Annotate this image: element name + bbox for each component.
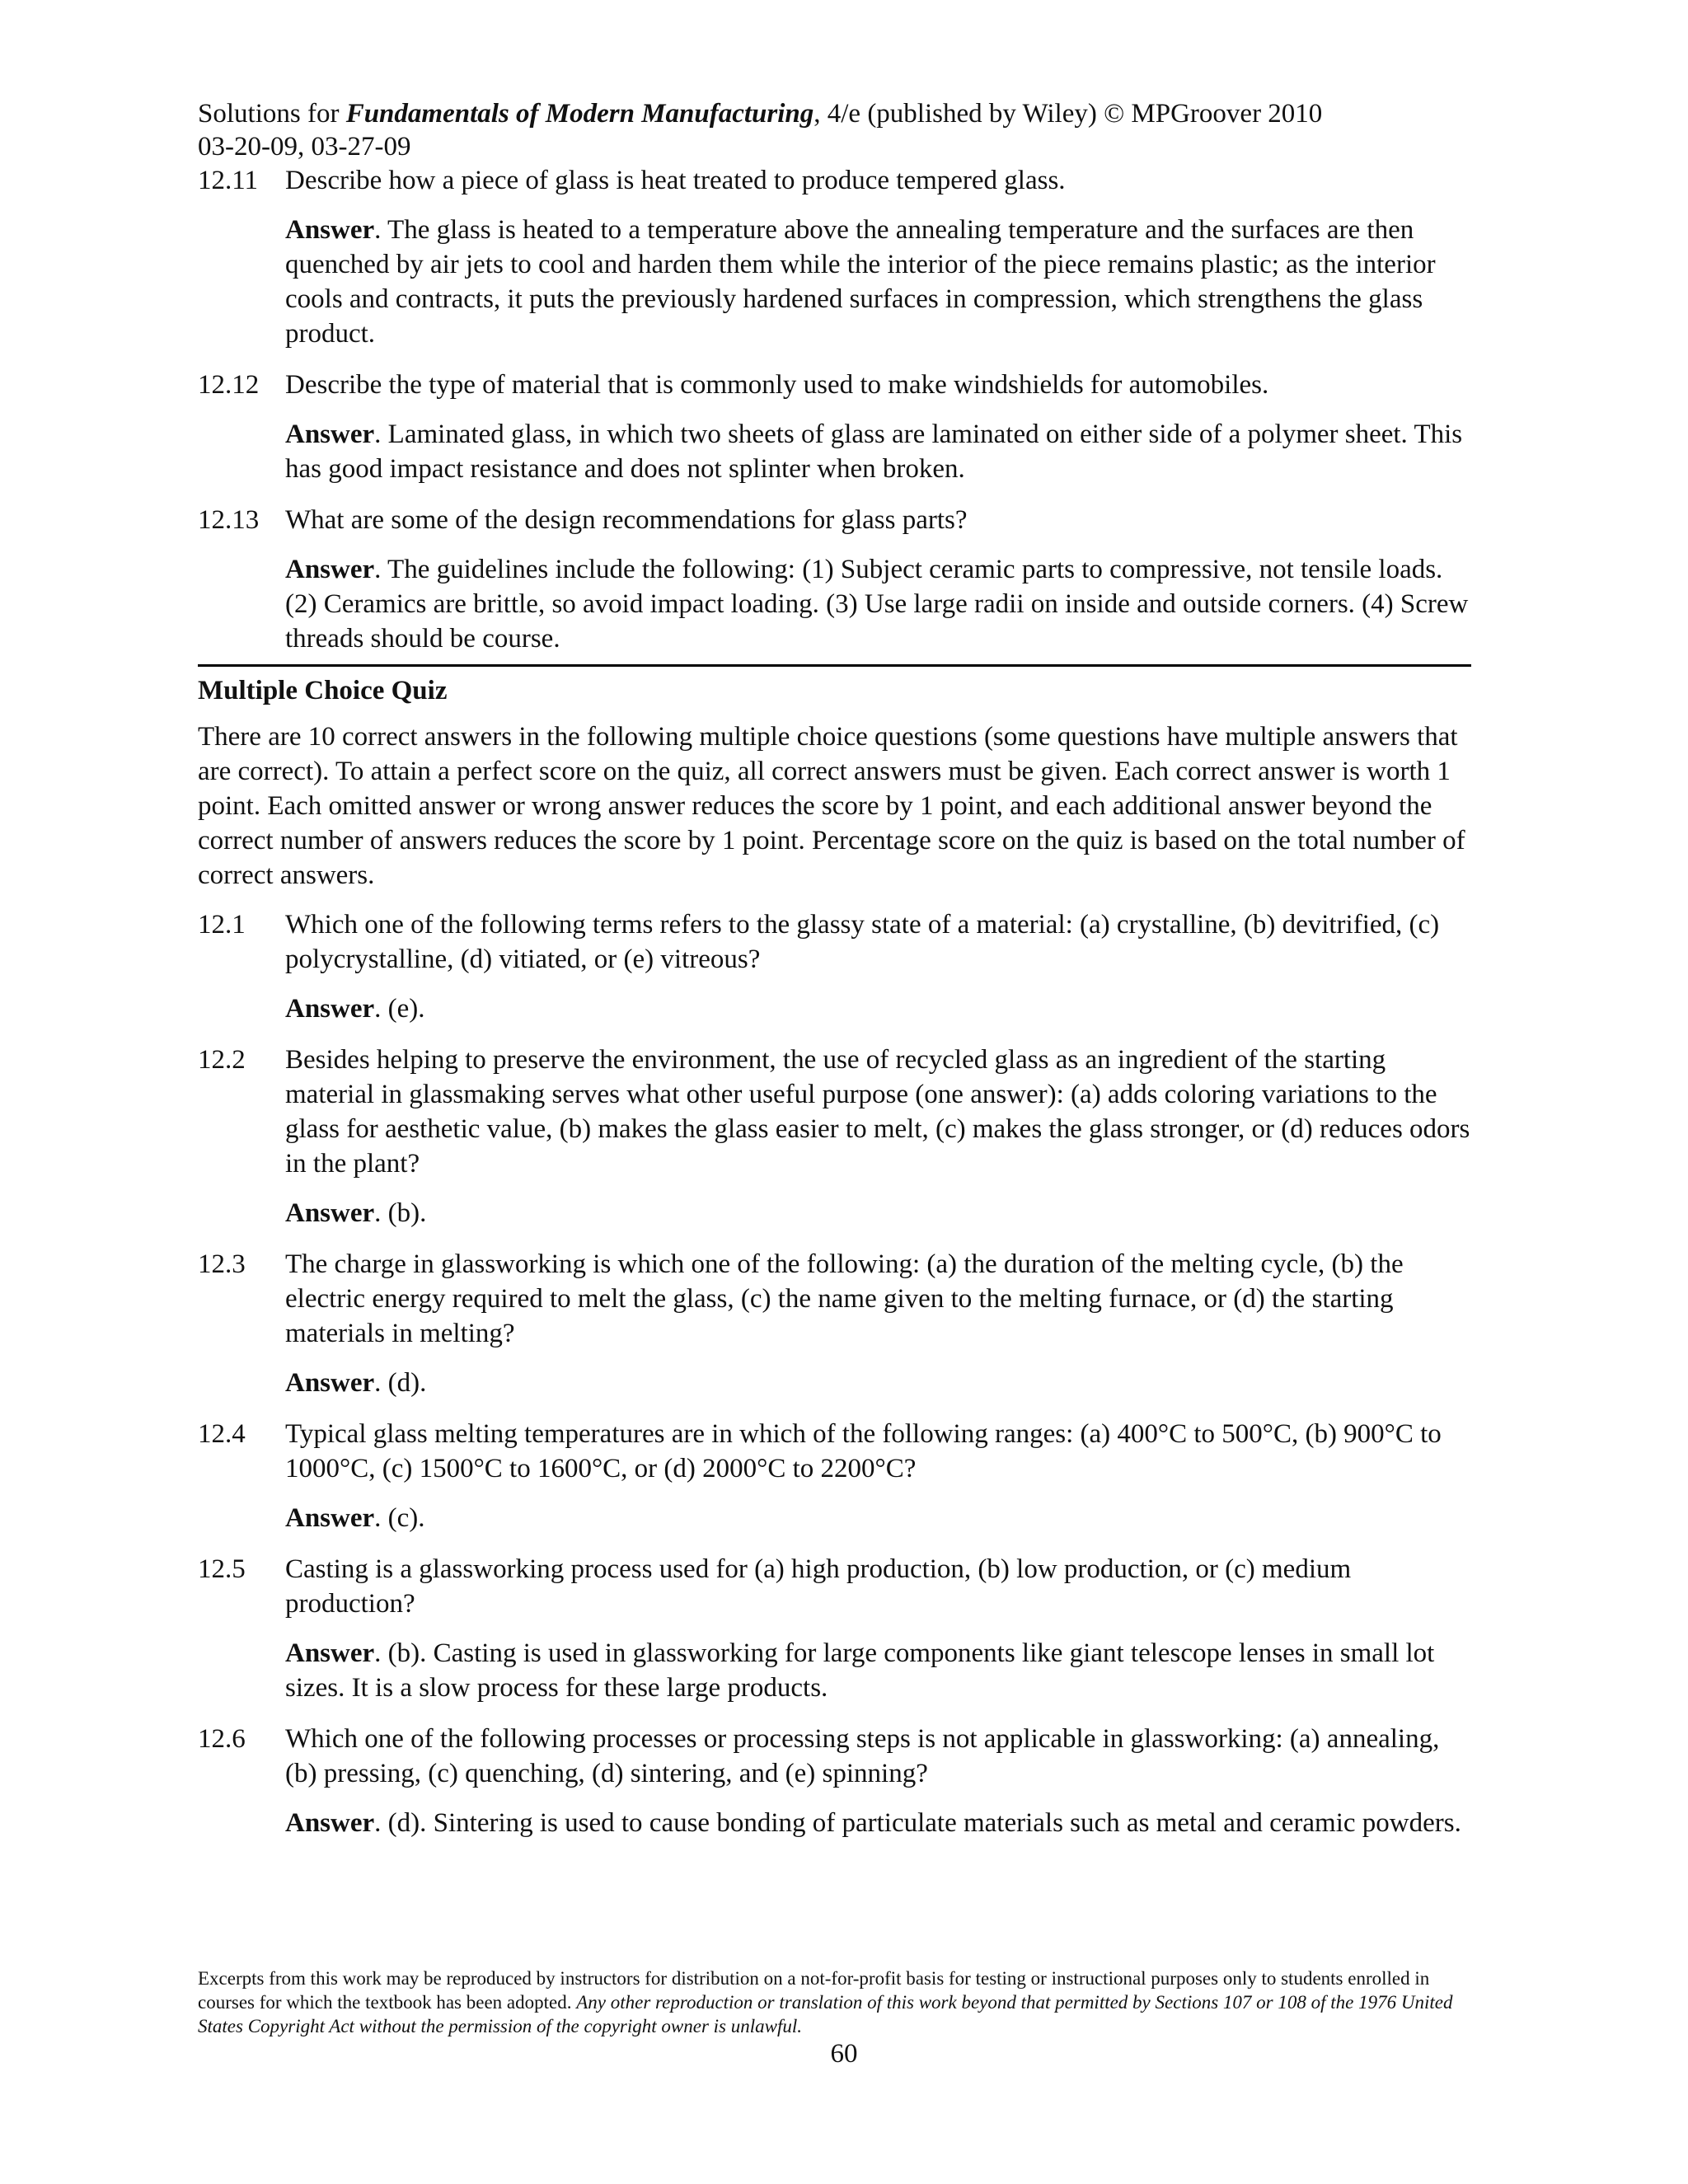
question-number: 12.1: [198, 910, 246, 940]
quiz-answer-12-5: [198, 1636, 1471, 1705]
page-number: 60: [830, 2039, 858, 2069]
running-header: [198, 97, 1471, 130]
answer-text: . (d). Sintering is used to cause bonding of particulate materials such as metal and ceramic powders.: [374, 1808, 1461, 1838]
answer-text: . The guidelines include the following: (1) Subject ceramic parts to compressive, not tensile loads. (2) Ceramics are brittle, so avoid impact loading. (3) Use large radii on inside and outside corners. (4) Screw threads should be course.: [285, 555, 1469, 654]
answer-label: Answer: [285, 1503, 375, 1533]
answer-text: . (d).: [374, 1368, 427, 1398]
quiz-answer-12-1: [198, 991, 1471, 1026]
question-number: 12.13: [198, 505, 260, 535]
quiz-section-title: Multiple Choice Quiz: [198, 676, 448, 705]
review-answer-12-12: [198, 417, 1471, 486]
header-book-title: Fundamentals of Modern Manufacturing: [345, 99, 814, 129]
question-text: Besides helping to preserve the environment, the use of recycled glass as an ingredient of the starting material in glassmaking serves what other useful purpose (one answer): (a) adds coloring variations to the glass for aesthetic value, (b) makes the glass easier to melt, (c) makes the glass stronger, or (d) reduces odors in the plant?: [285, 1045, 1470, 1179]
answer-text: . (e).: [374, 994, 425, 1024]
answer-label: Answer: [285, 419, 375, 449]
answer-label: Answer: [285, 1198, 375, 1228]
question-number: 12.3: [198, 1249, 246, 1279]
question-text: Typical glass melting temperatures are in which of the following ranges: (a) 400°C to 500°C, (b) 900°C to 1000°C, (c) 1500°C to 1600°C, or (d) 2000°C to 2200°C?: [285, 1419, 1442, 1483]
review-answer-12-13: [198, 552, 1471, 656]
question-text: The charge in glassworking is which one of the following: (a) the duration of the melting cycle, (b) the electric energy required to melt the glass, (c) the name given to the melting furnace, or (d) the starting materials in melting?: [285, 1249, 1404, 1348]
footer-italic-text: Any other reproduction or translation of this work beyond that permitted by Sections 107 or 108 of the 1976 United States Copyright Act without the permission of the copyright owner is unlawful.: [198, 1992, 1453, 2036]
answer-label: Answer: [285, 1638, 375, 1668]
question-number: 12.11: [198, 166, 259, 195]
answer-label: Answer: [285, 555, 375, 584]
answer-text: . The glass is heated to a temperature above the annealing temperature and the surfaces are then quenched by air jets to cool and harden them while the interior of the piece remains plastic; as the interior cools and contracts, it puts the previously hardened surfaces in compression, which strengthens the glass product.: [285, 215, 1436, 349]
quiz-question-12-6: [198, 1722, 1471, 1791]
answer-label: Answer: [285, 215, 375, 245]
question-number: 12.2: [198, 1045, 246, 1075]
review-question-12-13: [198, 503, 1471, 537]
question-number: 12.6: [198, 1724, 246, 1754]
quiz-answer-12-6: [198, 1806, 1471, 1840]
question-number: 12.12: [198, 370, 260, 400]
quiz-answer-12-4: [198, 1501, 1471, 1535]
quiz-question-12-4: [198, 1417, 1471, 1486]
header-prefix: Solutions for: [198, 99, 346, 129]
question-text: Describe the type of material that is commonly used to make windshields for automobiles.: [285, 370, 1269, 400]
quiz-intro: There are 10 correct answers in the following multiple choice questions (some questions have multiple answers that are correct). To attain a perfect score on the quiz, all correct answers must be given. Each correct answer is worth 1 point. Each omitted answer or wrong answer reduces the score by 1 point, and each additional answer beyond the correct number of answers reduces the score by 1 point. Percentage score on the quiz is based on the total number of correct answers.: [198, 722, 1465, 890]
quiz-answer-12-3: [198, 1366, 1471, 1400]
quiz-question-12-5: [198, 1552, 1471, 1621]
review-question-12-11: [198, 163, 1471, 198]
answer-label: Answer: [285, 994, 375, 1024]
answer-text: . (b). Casting is used in glassworking for large components like giant telescope lenses in small lot sizes. It is a slow process for these large products.: [285, 1638, 1435, 1703]
answer-text: . (b).: [374, 1198, 427, 1228]
review-question-12-12: [198, 368, 1471, 402]
answer-text: . (c).: [374, 1503, 425, 1533]
answer-label: Answer: [285, 1368, 375, 1398]
quiz-question-12-3: [198, 1247, 1471, 1351]
quiz-question-12-1: [198, 907, 1471, 977]
header-suffix: , 4/e (published by Wiley) © MPGroover 2010: [814, 99, 1323, 129]
quiz-answer-12-2: [198, 1196, 1471, 1230]
copyright-footer: [198, 1966, 1471, 2038]
quiz-question-12-2: [198, 1043, 1471, 1181]
question-text: Casting is a glassworking process used for (a) high production, (b) low production, or (c) medium production?: [285, 1554, 1352, 1619]
question-text: Which one of the following processes or processing steps is not applicable in glassworking: (a) annealing, (b) pressing, (c) quenching, (d) sintering, and (e) spinning?: [285, 1724, 1440, 1788]
question-text: Which one of the following terms refers to the glassy state of a material: (a) crystalline, (b) devitrified, (c) polycrystalline, (d) vitiated, or (e) vitreous?: [285, 910, 1440, 974]
question-number: 12.5: [198, 1554, 246, 1584]
document-page: [198, 97, 1471, 1840]
answer-text: . Laminated glass, in which two sheets of glass are laminated on either side of a polymer sheet. This has good impact resistance and does not splinter when broken.: [285, 419, 1463, 484]
answer-label: Answer: [285, 1808, 375, 1838]
question-text: Describe how a piece of glass is heat treated to produce tempered glass.: [285, 166, 1066, 195]
question-text: What are some of the design recommendations for glass parts?: [285, 505, 968, 535]
footer-text: Excerpts from this work may be reproduced by instructors for distribution on a not-for-profit basis for testing or instructional purposes only to students enrolled in courses for which the textbook has been adopted.: [198, 1968, 1430, 2013]
question-number: 12.4: [198, 1419, 246, 1449]
header-dates: 03-20-09, 03-27-09: [198, 132, 411, 162]
review-answer-12-11: [198, 213, 1471, 351]
section-divider: [198, 664, 1471, 667]
